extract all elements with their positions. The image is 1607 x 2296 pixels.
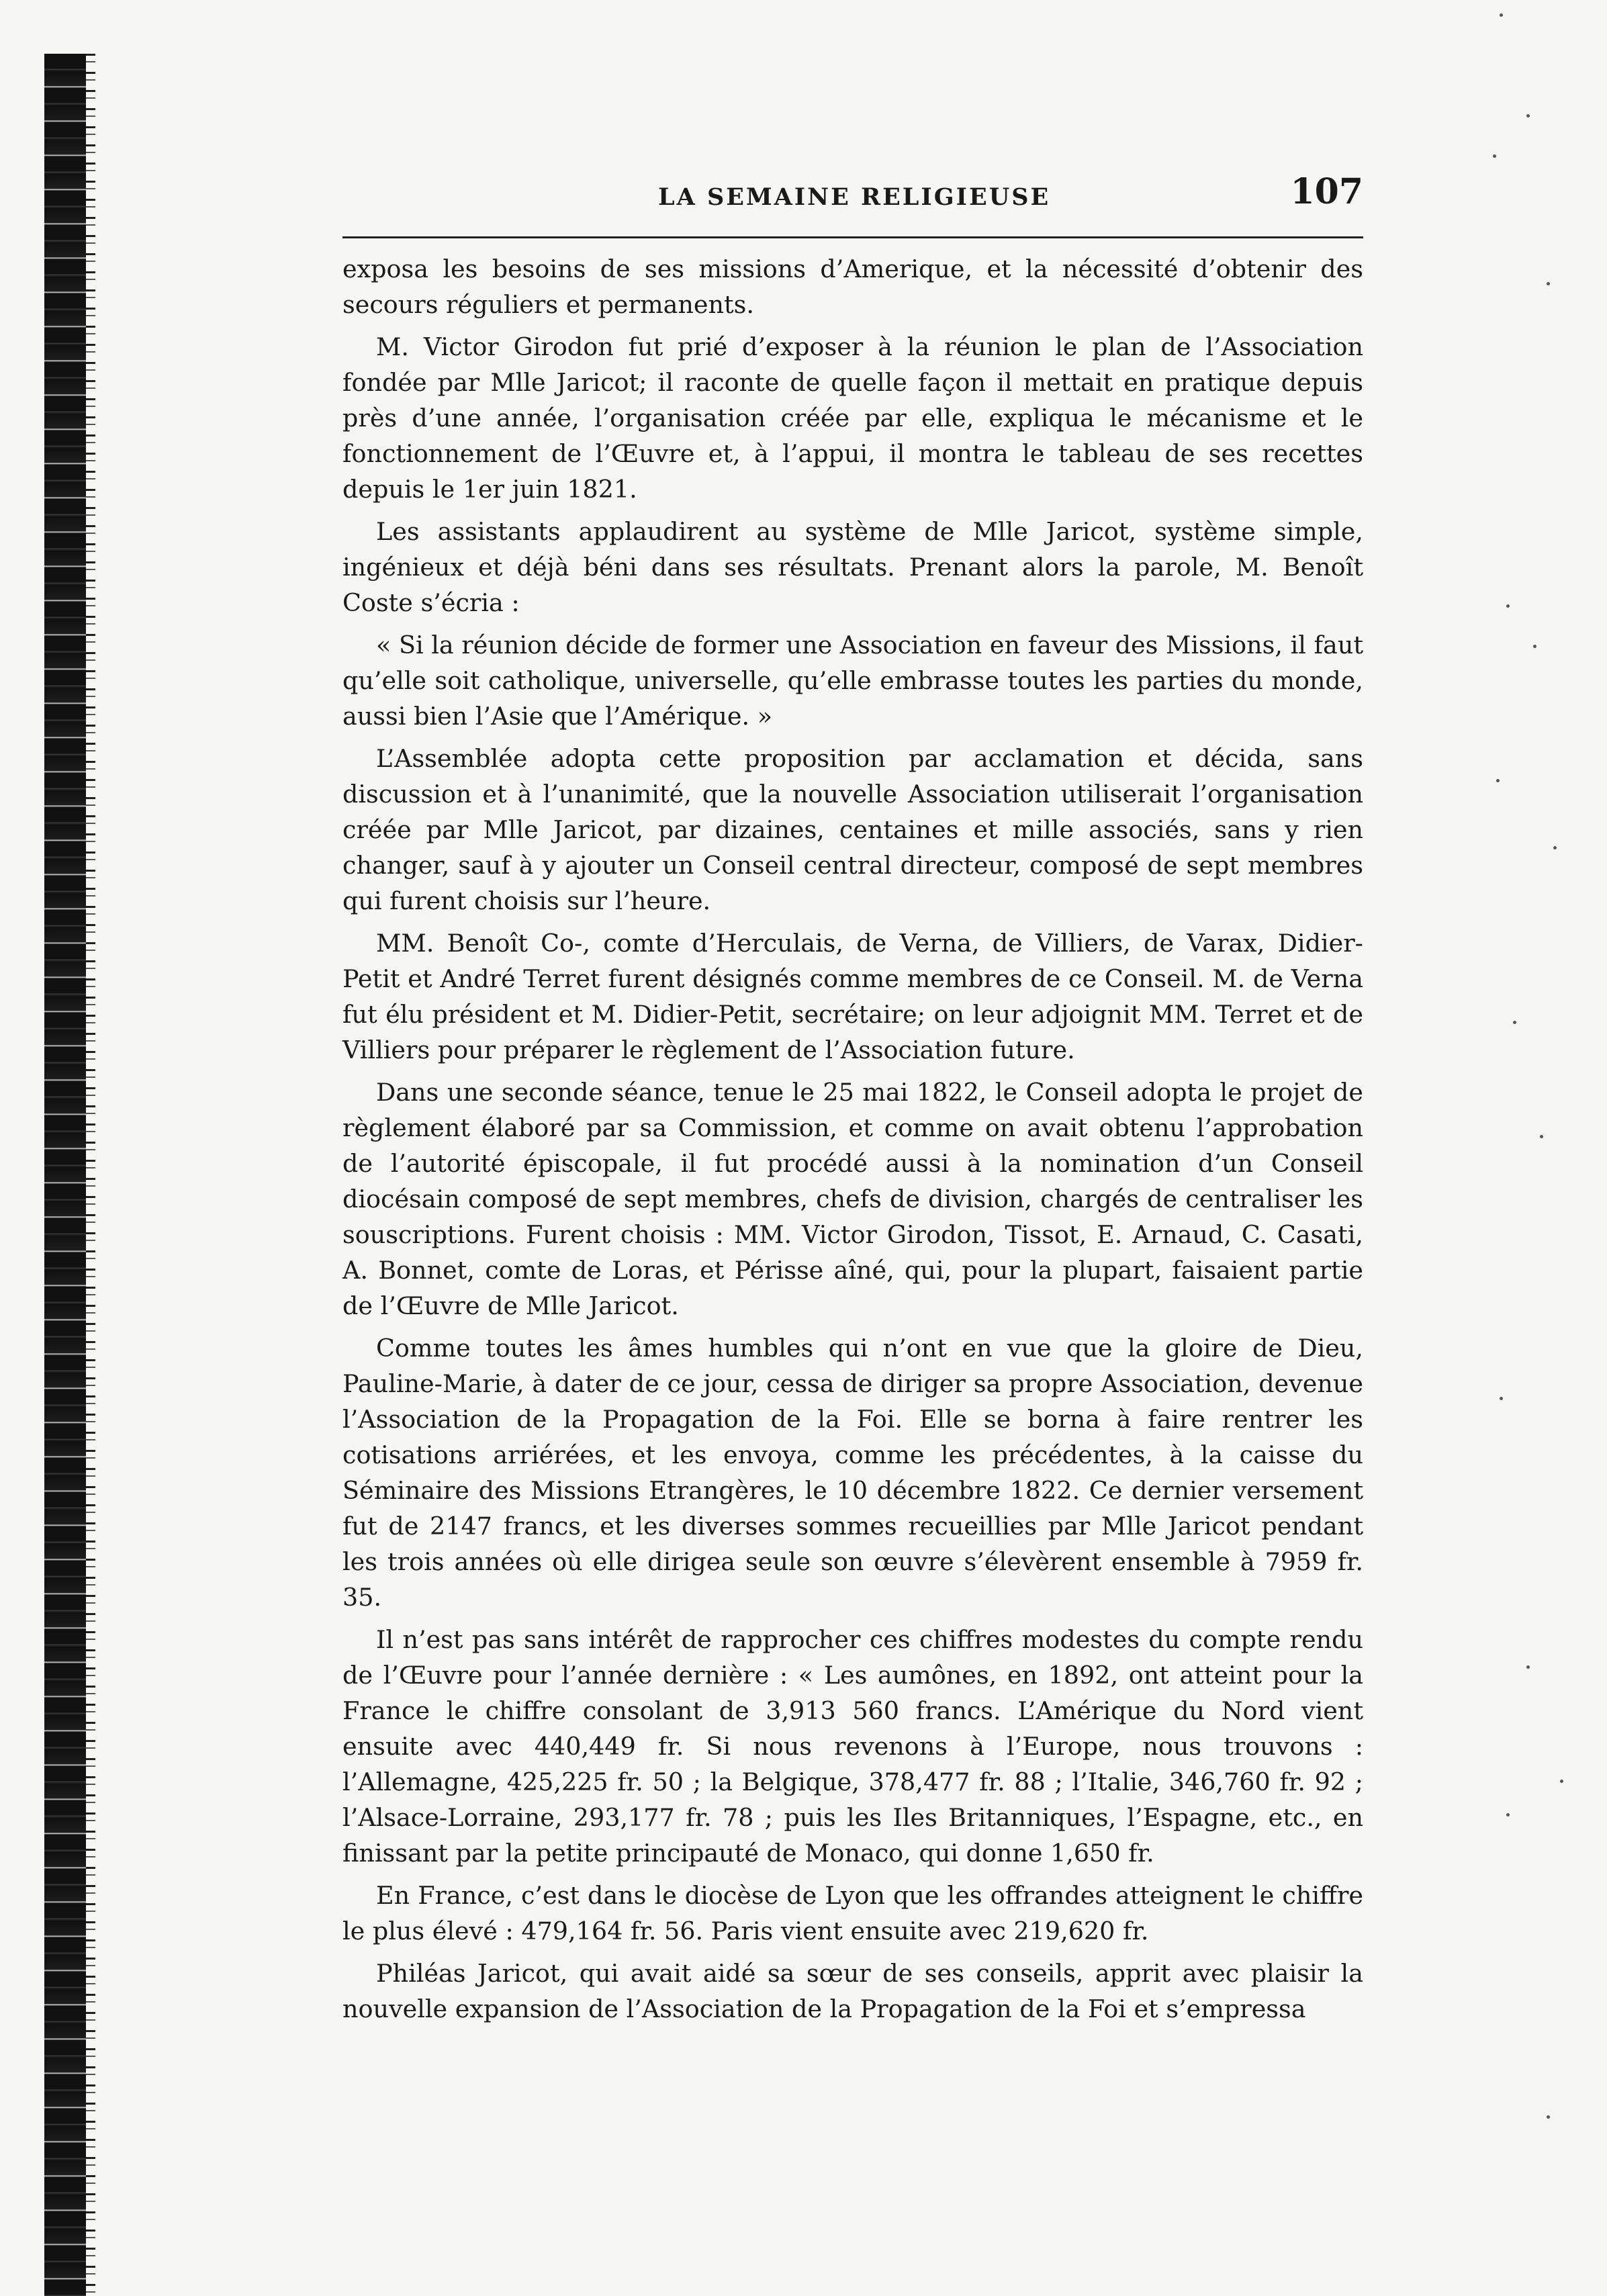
paragraph: Il n’est pas sans intérêt de rapprocher ces chiffres modestes du compte rendu de l’Œuvre pour l’année dernière : « Les aumônes, en 1892, ont atteint pour la France le chiffre consolant de 3,913 560 francs. L’Amérique du Nord vient ensuite avec 440,449 fr. Si nous revenons à l’Europe, nous trouvons : l’Allemagne, 425,225 fr. 50 ; la Belgique, 378,477 fr. 88 ; l’Italie, 346,760 fr. 92 ; l’Alsace-Lorraine, 293,177 fr. 78 ; puis les Iles Britanniques, l’Espagne, etc., en finissant par la petite principauté de Monaco, qui donne 1,650 fr. (342, 1625, 1363, 1868)
page-header (342, 171, 1363, 225)
body-text (342, 251, 1363, 2033)
running-title: LA SEMAINE RELIGIEUSE (658, 183, 1051, 211)
paragraph: En France, c’est dans le diocèse de Lyon que les offrandes atteignent le chiffre le plus élevé : 479,164 fr. 56. Paris vient ensuite avec 219,620 fr. (342, 1881, 1363, 1945)
paragraph: « Si la réunion décide de former une Association en faveur des Missions, il faut qu’elle soit catholique, universelle, qu’elle embrasse toutes les parties du monde, aussi bien l’Asie que l’Amérique. » (342, 631, 1363, 731)
header-rule (342, 236, 1363, 238)
paragraph: Comme toutes les âmes humbles qui n’ont en vue que la gloire de Dieu, Pauline-Marie, à dater de ce jour, cessa de diriger sa propre Association, devenue l’Association de la Propagation de la Foi. Elle se borna à faire rentrer les cotisations arriérées, et les envoya, comme les précédentes, à la caisse du Séminaire des Missions Etrangères, le 10 décembre 1822. Ce dernier versement fut de 2147 francs, et les diverses sommes recueillies par Mlle Jaricot pendant les trois années où elle dirigea seule son œuvre s’élevèrent ensemble à 7959 fr. 35. (342, 1334, 1363, 1612)
paragraph: MM. Benoît Co-, comte d’Herculais, de Verna, de Villiers, de Varax, Didier-Petit et André Terret furent désignés comme membres de ce Conseil. M. de Verna fut élu président et M. Didier-Petit, secrétaire; on leur adjoignit MM. Terret et de Villiers pour préparer le règlement de l’Association future. (342, 929, 1363, 1064)
page-number: 107 (1290, 171, 1363, 212)
paragraph: exposa les besoins de ses missions d’Amerique, et la nécessité d’obtenir des secours réguliers et permanents. (342, 255, 1363, 319)
paragraph: Les assistants applaudirent au système de Mlle Jaricot, système simple, ingénieux et déjà béni dans ses résultats. Prenant alors la parole, M. Benoît Coste s’écria : (342, 517, 1363, 617)
paragraph: M. Victor Girodon fut prié d’exposer à la réunion le plan de l’Association fondée par Mlle Jaricot; il raconte de quelle façon il mettait en pratique depuis près d’une année, l’organisation créée par elle, expliqua le mécanisme et le fonctionnement de l’Œuvre et, à l’appui, il montra le tableau de ses recettes depuis le 1er juin 1821. (342, 332, 1363, 504)
book-spine-shadow (44, 54, 86, 2296)
paragraph: L’Assemblée adopta cette proposition par acclamation et décida, sans discussion et à l’unanimité, que la nouvelle Association utiliserait l’organisation créée par Mlle Jaricot, par dizaines, centaines et mille associés, sans y rien changer, sauf à y ajouter un Conseil central directeur, composé de sept membres qui furent choisis sur l’heure. (342, 744, 1363, 915)
scan-noise (1486, 0, 1580, 2296)
paragraph: Dans une seconde séance, tenue le 25 mai 1822, le Conseil adopta le projet de règlement élaboré par sa Commission, et comme on avait obtenu l’approbation de l’autorité épiscopale, il fut procédé aussi à la nomination d’un Conseil diocésain composé de sept membres, chefs de division, chargés de centraliser les souscriptions. Furent choisis : MM. Victor Girodon, Tissot, E. Arnaud, C. Casati, A. Bonnet, comte de Loras, et Périsse aîné, qui, pour la plupart, faisaient partie de l’Œuvre de Mlle Jaricot. (342, 1078, 1363, 1320)
paragraph: Philéas Jaricot, qui avait aidé sa sœur de ses conseils, apprit avec plaisir la nouvelle expansion de l’Association de la Propagation de la Foi et s’empressa (342, 1959, 1363, 2023)
